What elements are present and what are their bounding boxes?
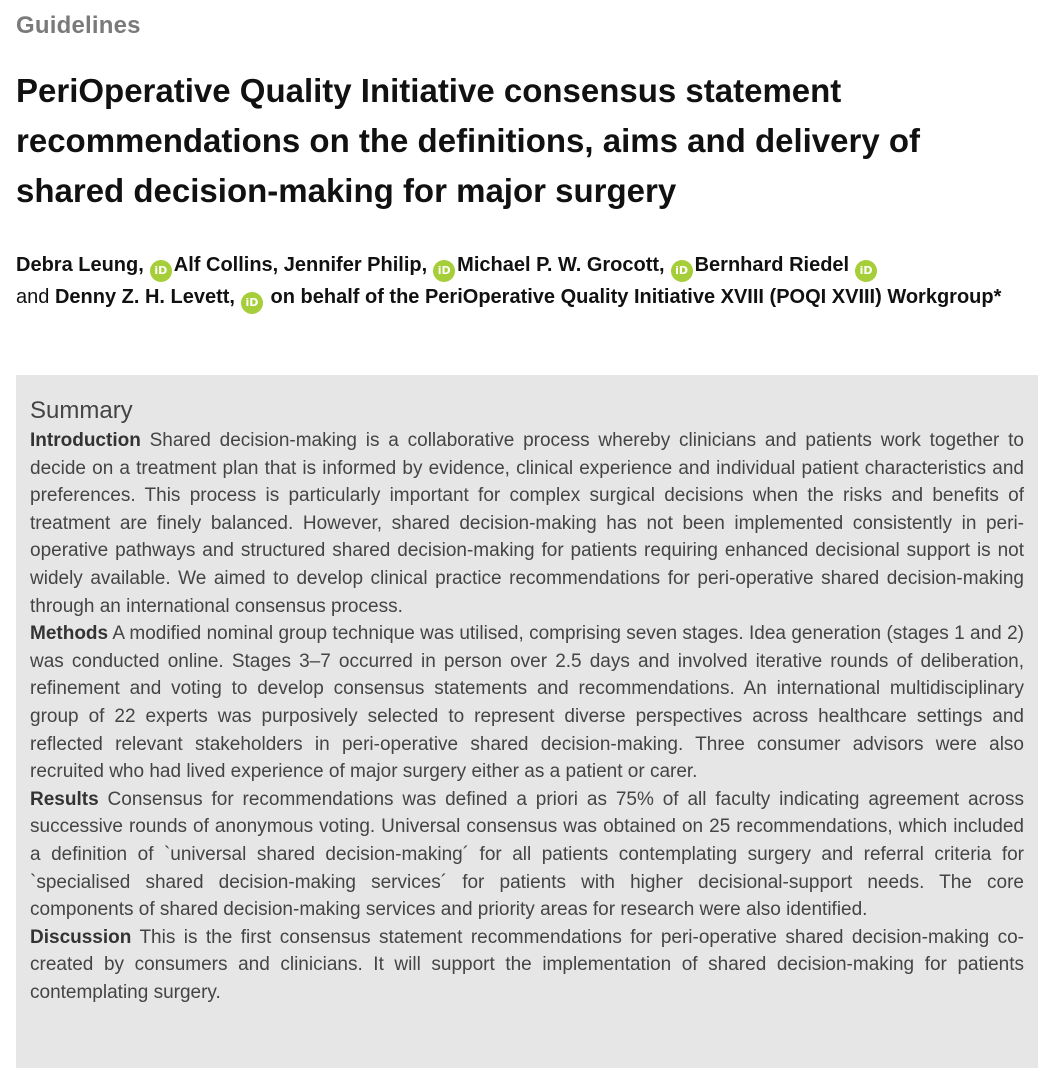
summary-heading: Summary [30,397,133,424]
section-text: A modified nominal group technique was utilised, comprising seven stages. Idea generation (stages 1 and 2) was conducted online. Stages 3–7 occurred in person over 2.5 days and involved iterative rounds of deliberation, refinement and voting to develop consensus statements and recommendations. An international multidisciplinary group of 22 experts was purposively selected to represent diverse perspectives across healthcare settings and reflected relevant stakeholders in peri-operative shared decision-making. Three consumer advisors were also recruited who had lived experience of major surgery either as a patient or carer. [30,623,1024,783]
author-name[interactable]: Denny Z. H. Levett, [54,286,235,308]
section-lead: Introduction [30,430,141,451]
author-name[interactable]: Debra Leung, [16,254,144,276]
author-name[interactable]: Bernhard Riedel [694,254,850,276]
section-text: This is the first consensus statement recommendations for peri-operative shared decision-making co-created by consumers and clinicians. It will support the implementation of shared decision-making for patients contemplating surgery. [30,926,1025,1003]
summary-introduction [30,427,1024,620]
article-title: PeriOperative Quality Initiative consensus statement recommendations on the definitions, aims and delivery of shared decision-making for major surgery [16,72,921,209]
author-name[interactable]: Michael P. W. Grocott, [457,254,665,276]
workgroup-name: on behalf of the PeriOperative Quality Initiative XVIII (POQI XVIII) Workgroup* [270,286,1002,308]
author-name[interactable]: Alf Collins, Jennifer Philip, [173,254,428,276]
orcid-icon[interactable]: iD [855,260,877,282]
section-label: Guidelines [16,12,141,39]
section-lead: Results [30,788,99,810]
summary-box [16,375,1038,1068]
summary-results [30,786,1024,924]
orcid-icon[interactable]: iD [241,292,263,314]
author-conjunction: and [16,286,50,308]
orcid-icon[interactable]: iD [671,260,693,282]
section-lead: Discussion [30,926,132,948]
orcid-icon[interactable]: iD [150,260,172,282]
section-text: Shared decision-making is a collaborative process whereby clinicians and patients work together to decide on a treatment plan that is informed by evidence, clinical experience and individual patient characteristics and preferences. This process is particularly important for complex surgical decisions when the risks and benefits of treatment are finely balanced. However, shared decision-making has not been implemented consistently in peri-operative pathways and structured shared decision-making for patients requiring enhanced decisional support is not widely available. We aimed to develop clinical practice recommendations for peri-operative shared decision-making through an international consensus process. [30,430,1024,617]
summary-discussion [30,924,1024,1007]
author-list [16,250,1041,314]
section-text: Consensus for recommendations was defined a priori as 75% of all faculty indicating agreement across successive rounds of anonymous voting. Universal consensus was obtained on 25 recommendations, which included a definition of `universal shared decision-making´ for all patients contemplating surgery and referral criteria for `specialised shared decision-making services´ for patients with higher decisional-support needs. The core components of shared decision-making services and priority areas for research were also identified. [30,788,1024,921]
orcid-icon[interactable]: iD [433,260,455,282]
summary-methods [30,620,1024,786]
section-lead: Methods [30,623,109,645]
